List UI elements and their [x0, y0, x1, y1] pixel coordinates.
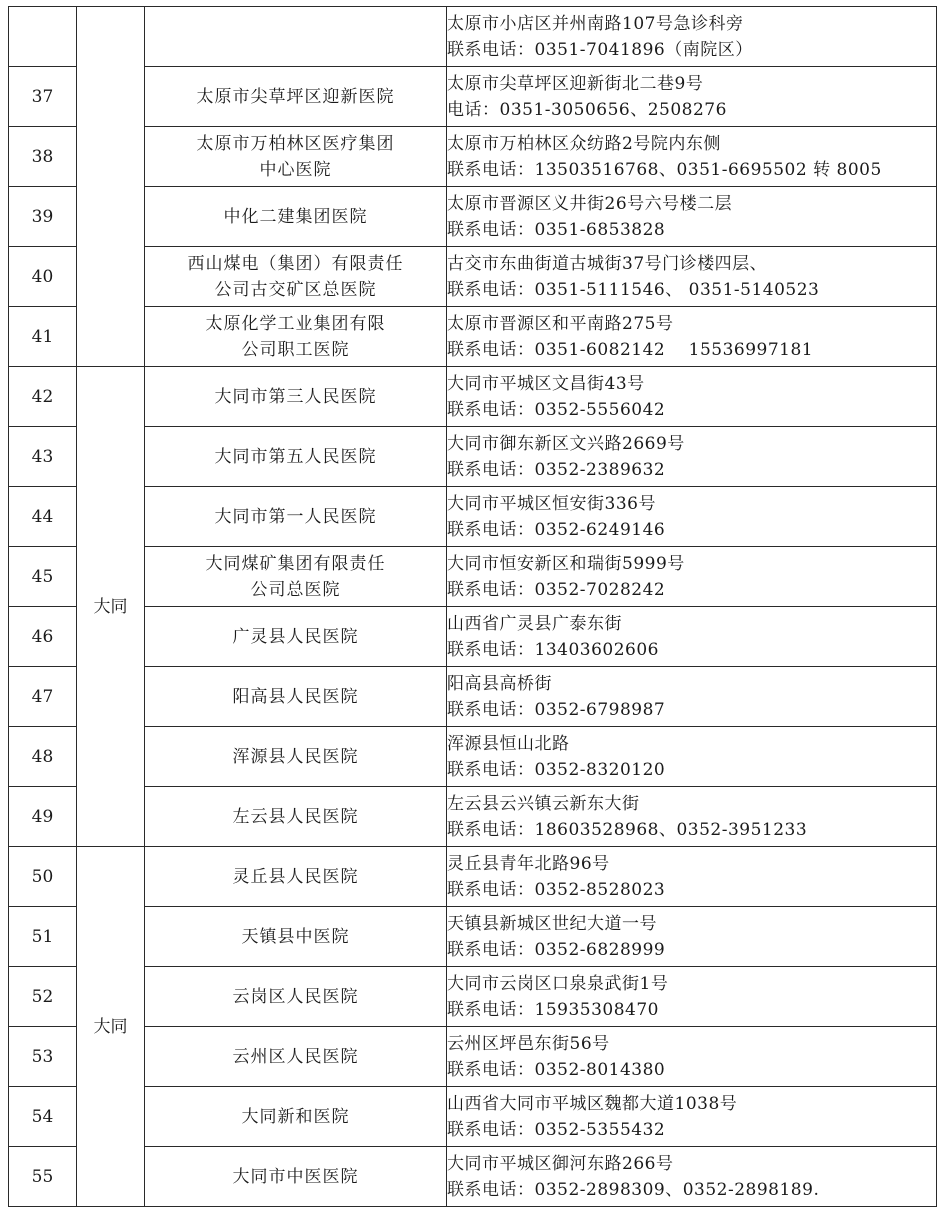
address-text: 灵丘县青年北路96号 — [447, 853, 610, 874]
table-row — [9, 787, 937, 847]
hospital-name-cell — [145, 127, 447, 187]
hospital-name-line: 左云县人民医院 — [232, 806, 359, 827]
table-row — [9, 127, 937, 187]
hospital-name-cell — [145, 787, 447, 847]
address-contact-cell — [447, 307, 937, 367]
hospital-name-cell — [145, 967, 447, 1027]
hospital-name-cell — [145, 847, 447, 907]
table-row — [9, 727, 937, 787]
row-number: 45 — [9, 547, 77, 607]
table-row — [9, 1087, 937, 1147]
row-number: 39 — [9, 187, 77, 247]
address-contact-cell — [447, 727, 937, 787]
phone-text: 电话：0351-3050656、2508276 — [447, 99, 727, 120]
address-contact-cell — [447, 1147, 937, 1207]
address-text: 古交市东曲街道古城街37号门诊楼四层、 — [447, 253, 768, 274]
table-row — [9, 427, 937, 487]
address-text: 太原市小店区并州南路107号急诊科旁 — [447, 13, 744, 34]
row-number: 38 — [9, 127, 77, 187]
table-row — [9, 307, 937, 367]
address-text: 天镇县新城区世纪大道一号 — [447, 913, 657, 934]
address-text: 太原市晋源区和平南路275号 — [447, 313, 674, 334]
hospital-name-line: 大同煤矿集团有限责任 — [205, 553, 386, 574]
hospital-table-body — [9, 7, 937, 1207]
hospital-name-line: 太原市尖草坪区迎新医院 — [196, 86, 395, 107]
address-contact-cell — [447, 187, 937, 247]
hospital-name-line: 广灵县人民医院 — [232, 626, 359, 647]
table-row — [9, 1027, 937, 1087]
hospital-name-cell — [145, 727, 447, 787]
hospital-name-cell — [145, 307, 447, 367]
phone-text: 联系电话：0352-2898309、0352-2898189. — [447, 1179, 820, 1200]
row-number: 43 — [9, 427, 77, 487]
row-number: 55 — [9, 1147, 77, 1207]
hospital-name-line: 阳高县人民医院 — [232, 686, 359, 707]
address-contact-cell — [447, 967, 937, 1027]
address-contact-cell — [447, 787, 937, 847]
address-contact-cell — [447, 907, 937, 967]
row-number: 44 — [9, 487, 77, 547]
table-row — [9, 367, 937, 427]
row-number: 46 — [9, 607, 77, 667]
phone-text: 联系电话：15935308470 — [447, 999, 659, 1020]
table-row — [9, 7, 937, 67]
phone-text: 联系电话：0351-6082142 15536997181 — [447, 339, 814, 360]
phone-text: 联系电话：13503516768、0351-6695502 转 8005 — [447, 159, 882, 180]
hospital-name-cell — [145, 667, 447, 727]
row-number: 48 — [9, 727, 77, 787]
phone-text: 联系电话：0352-8528023 — [447, 879, 666, 900]
hospital-table — [8, 6, 937, 1207]
address-contact-cell — [447, 247, 937, 307]
hospital-name-line: 太原化学工业集团有限 — [205, 313, 386, 334]
hospital-name-cell — [145, 187, 447, 247]
hospital-name-line: 公司职工医院 — [241, 339, 350, 360]
phone-text: 联系电话：13403602606 — [447, 639, 659, 660]
hospital-name-line: 大同市第三人民医院 — [214, 386, 377, 407]
hospital-name-cell — [145, 907, 447, 967]
address-text: 大同市平城区文昌街43号 — [447, 373, 645, 394]
address-contact-cell — [447, 667, 937, 727]
hospital-name-cell — [145, 1087, 447, 1147]
table-row — [9, 967, 937, 1027]
phone-text: 联系电话：0351-6853828 — [447, 219, 666, 240]
row-number: 41 — [9, 307, 77, 367]
table-row — [9, 667, 937, 727]
hospital-name-line: 西山煤电（集团）有限责任 — [187, 253, 404, 274]
table-row — [9, 187, 937, 247]
table-row — [9, 67, 937, 127]
hospital-name-cell — [145, 367, 447, 427]
address-text: 云州区坪邑东街56号 — [447, 1033, 610, 1054]
address-text: 太原市晋源区义井街26号六号楼二层 — [447, 193, 733, 214]
address-text: 山西省大同市平城区魏都大道1038号 — [447, 1093, 738, 1114]
hospital-name-cell — [145, 67, 447, 127]
table-row — [9, 1147, 937, 1207]
address-contact-cell — [447, 1027, 937, 1087]
row-number: 40 — [9, 247, 77, 307]
row-number: 47 — [9, 667, 77, 727]
address-contact-cell — [447, 487, 937, 547]
address-text: 大同市云岗区口泉泉武街1号 — [447, 973, 669, 994]
phone-text: 联系电话：0352-8320120 — [447, 759, 666, 780]
phone-text: 联系电话：0352-6828999 — [447, 939, 666, 960]
hospital-name-cell — [145, 547, 447, 607]
address-text: 左云县云兴镇云新东大街 — [447, 793, 640, 814]
hospital-name-line: 云岗区人民医院 — [232, 986, 359, 1007]
city-cell: 大同 — [77, 847, 145, 1207]
table-row — [9, 547, 937, 607]
hospital-name-line: 太原市万柏林区医疗集团 — [196, 133, 395, 154]
phone-text: 联系电话：0352-5556042 — [447, 399, 666, 420]
row-number: 53 — [9, 1027, 77, 1087]
address-text: 大同市恒安新区和瑞街5999号 — [447, 553, 685, 574]
table-row — [9, 247, 937, 307]
hospital-name-line: 灵丘县人民医院 — [232, 866, 359, 887]
phone-text: 联系电话：0352-8014380 — [447, 1059, 666, 1080]
hospital-name-line: 浑源县人民医院 — [232, 746, 359, 767]
hospital-name-cell — [145, 7, 447, 67]
row-number: 37 — [9, 67, 77, 127]
address-text: 阳高县高桥街 — [447, 673, 552, 694]
address-text: 山西省广灵县广泰东街 — [447, 613, 622, 634]
phone-text: 联系电话：0352-6798987 — [447, 699, 666, 720]
city-cell — [77, 7, 145, 367]
address-text: 大同市御东新区文兴路2669号 — [447, 433, 685, 454]
hospital-name-line: 大同市第五人民医院 — [214, 446, 377, 467]
table-row — [9, 487, 937, 547]
row-number: 54 — [9, 1087, 77, 1147]
hospital-name-line: 大同市第一人民医院 — [214, 506, 377, 527]
hospital-name-line: 中化二建集团医院 — [223, 206, 368, 227]
address-text: 太原市万柏林区众纺路2号院内东侧 — [447, 133, 721, 154]
hospital-name-cell — [145, 1147, 447, 1207]
address-contact-cell — [447, 67, 937, 127]
phone-text: 联系电话：18603528968、0352-3951233 — [447, 819, 808, 840]
hospital-name-cell — [145, 1027, 447, 1087]
hospital-name-line: 公司总医院 — [250, 579, 341, 600]
phone-text: 联系电话：0351-7041896（南院区） — [447, 39, 753, 60]
address-contact-cell — [447, 1087, 937, 1147]
hospital-name-cell — [145, 607, 447, 667]
address-contact-cell — [447, 367, 937, 427]
table-row — [9, 847, 937, 907]
hospital-name-line: 天镇县中医院 — [241, 926, 350, 947]
hospital-name-line: 公司古交矿区总医院 — [214, 279, 377, 300]
row-number: 50 — [9, 847, 77, 907]
phone-text: 联系电话：0352-6249146 — [447, 519, 666, 540]
table-row — [9, 607, 937, 667]
address-text: 浑源县恒山北路 — [447, 733, 570, 754]
address-text: 太原市尖草坪区迎新街北二巷9号 — [447, 73, 704, 94]
address-contact-cell — [447, 127, 937, 187]
hospital-name-line: 大同市中医医院 — [232, 1166, 359, 1187]
address-contact-cell — [447, 547, 937, 607]
address-contact-cell — [447, 7, 937, 67]
hospital-name-cell — [145, 427, 447, 487]
address-text: 大同市平城区御河东路266号 — [447, 1153, 674, 1174]
hospital-name-cell — [145, 487, 447, 547]
hospital-name-line: 中心医院 — [259, 159, 332, 180]
address-text: 大同市平城区恒安街336号 — [447, 493, 656, 514]
row-number — [9, 7, 77, 67]
address-contact-cell — [447, 427, 937, 487]
hospital-name-cell — [145, 247, 447, 307]
city-cell: 大同 — [77, 367, 145, 847]
phone-text: 联系电话：0351-5111546、 0351-5140523 — [447, 279, 820, 300]
phone-text: 联系电话：0352-5355432 — [447, 1119, 666, 1140]
row-number: 49 — [9, 787, 77, 847]
row-number: 51 — [9, 907, 77, 967]
table-row — [9, 907, 937, 967]
hospital-name-line: 云州区人民医院 — [232, 1046, 359, 1067]
address-contact-cell — [447, 847, 937, 907]
address-contact-cell — [447, 607, 937, 667]
row-number: 52 — [9, 967, 77, 1027]
phone-text: 联系电话：0352-2389632 — [447, 459, 666, 480]
phone-text: 联系电话：0352-7028242 — [447, 579, 666, 600]
hospital-name-line: 大同新和医院 — [241, 1106, 350, 1127]
row-number: 42 — [9, 367, 77, 427]
